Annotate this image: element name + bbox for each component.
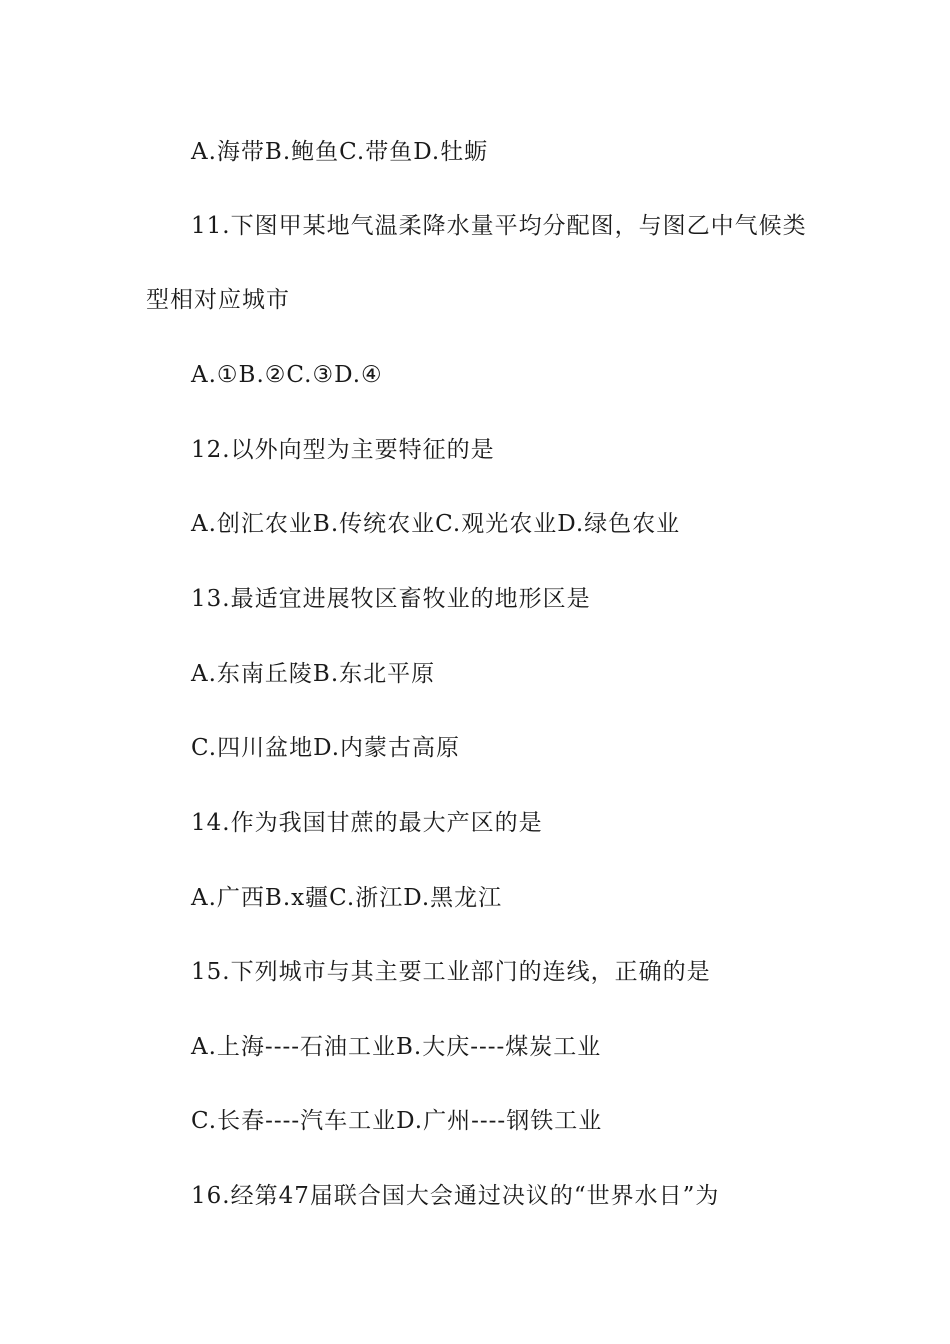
q13-options-line1: A.东南丘陵B.东北平原	[191, 661, 436, 687]
q11-question-line1: 11.下图甲某地气温柔降水量平均分配图，与图乙中气候类	[191, 213, 807, 239]
q13-question: 13.最适宜进展牧区畜牧业的地形区是	[191, 586, 591, 612]
q15-options-line2: C.长春----汽车工业D.广州----钢铁工业	[191, 1108, 603, 1134]
q11-question-line2: 型相对应城市	[146, 287, 290, 313]
q11-options: A.①B.②C.③D.④	[191, 362, 383, 388]
q12-options: A.创汇农业B.传统农业C.观光农业D.绿色农业	[191, 511, 681, 537]
q13-options-line2: C.四川盆地D.内蒙古高原	[191, 735, 461, 761]
q14-question: 14.作为我国甘蔗的最大产区的是	[191, 810, 543, 836]
q14-options: A.广西B.x疆C.浙江D.黑龙江	[191, 885, 503, 911]
q16-question: 16.经第47届联合国大会通过决议的“世界水日”为	[191, 1183, 720, 1209]
q10-options: A.海带B.鲍鱼C.带鱼D.牡蛎	[191, 139, 489, 165]
q15-question: 15.下列城市与其主要工业部门的连线，正确的是	[191, 959, 711, 985]
q12-question: 12.以外向型为主要特征的是	[191, 437, 495, 463]
q15-options-line1: A.上海----石油工业B.大庆----煤炭工业	[191, 1034, 602, 1060]
